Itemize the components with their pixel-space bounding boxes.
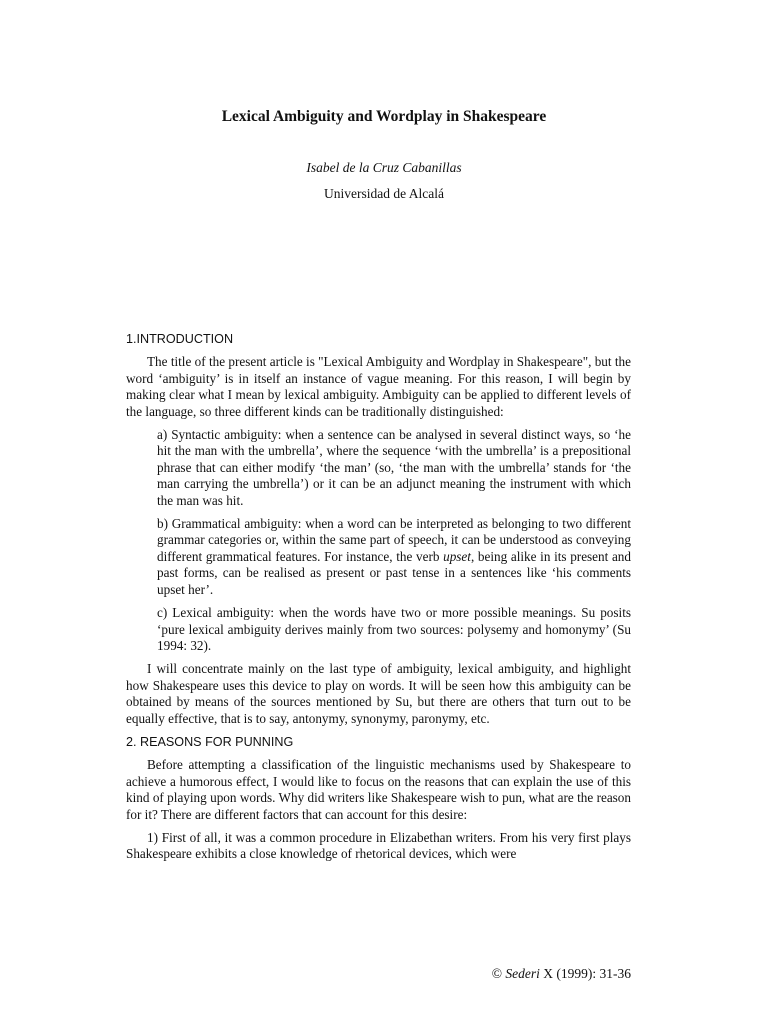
section-heading-reasons: 2. REASONS FOR PUNNING	[126, 734, 294, 749]
journal-name: Sederi	[505, 966, 540, 981]
list-item-lexical: c) Lexical ambiguity: when the words have two or more possible meanings. Su posits ‘pure lexical ambiguity derives mainly from two sources: polysemy and homonymy’ (Su 1994: 32).	[157, 605, 631, 653]
italic-term: upset	[443, 548, 471, 564]
paragraph: Before attempting a classification of the linguistic mechanisms used by Shakespeare to achieve a humorous effect, I would like to focus on the reasons that can explain the use of this kind of playing upon words. Why did writers like Shakespeare wish to pun, what are the reason for it? There are different factors that can account for this desire:	[126, 757, 631, 822]
paragraph: 1) First of all, it was a common procedure in Elizabethan writers. From his very first plays Shakespeare exhibits a close knowledge of rhetorical devices, which were	[126, 829, 631, 862]
list-item-syntactic: a) Syntactic ambiguity: when a sentence can be analysed in several distinct ways, so ‘he hit the man with the umbrella’, where the sequence ‘with the umbrella’ is a prepositional phrase that can either modify ‘the man’ (so, ‘the man with the umbrella’ stands for ‘the man carrying the umbrella’) or it can be an adjunct meaning the instrument with which the man was hit.	[157, 427, 631, 508]
item-text: , being alike in its present and past forms, can be realised as present or past tense in a sentences like ‘his comments upset her’.	[157, 548, 631, 597]
article-body	[126, 331, 631, 870]
section-heading-introduction: 1.INTRODUCTION	[126, 332, 234, 346]
page-footer-citation	[440, 966, 631, 982]
list-item-grammatical	[157, 516, 631, 598]
journal-volume: X (1999): 31-36	[543, 966, 631, 981]
author-affiliation: Universidad de Alcalá	[324, 186, 444, 201]
author-name: Isabel de la Cruz Cabanillas	[306, 160, 462, 175]
paragraph: The title of the present article is "Lexical Ambiguity and Wordplay in Shakespeare", but the word ‘ambiguity’ is in itself an instance of vague meaning. For this reason, I will begin by making clear what I mean by lexical ambiguity. Ambiguity can be applied to different levels of the language, so three different kinds can be traditionally distinguished:	[126, 354, 631, 419]
paper-title: Lexical Ambiguity and Wordplay in Shakespeare	[221, 108, 547, 125]
paragraph: I will concentrate mainly on the last type of ambiguity, lexical ambiguity, and highlight how Shakespeare uses this device to play on words. It will be seen how this ambiguity can be obtained by means of the sources mentioned by Su, but there are others that turn out to be equally effective, that is to say, antonymy, synonymy, paronymy, etc.	[126, 661, 631, 726]
item-text: b) Grammatical ambiguity: when a word can be interpreted as belonging to two different grammar categories or, within the same part of speech, it can be understood as conveying different grammatical features. For instance, the verb	[157, 516, 631, 564]
copyright-symbol: ©	[491, 966, 502, 981]
